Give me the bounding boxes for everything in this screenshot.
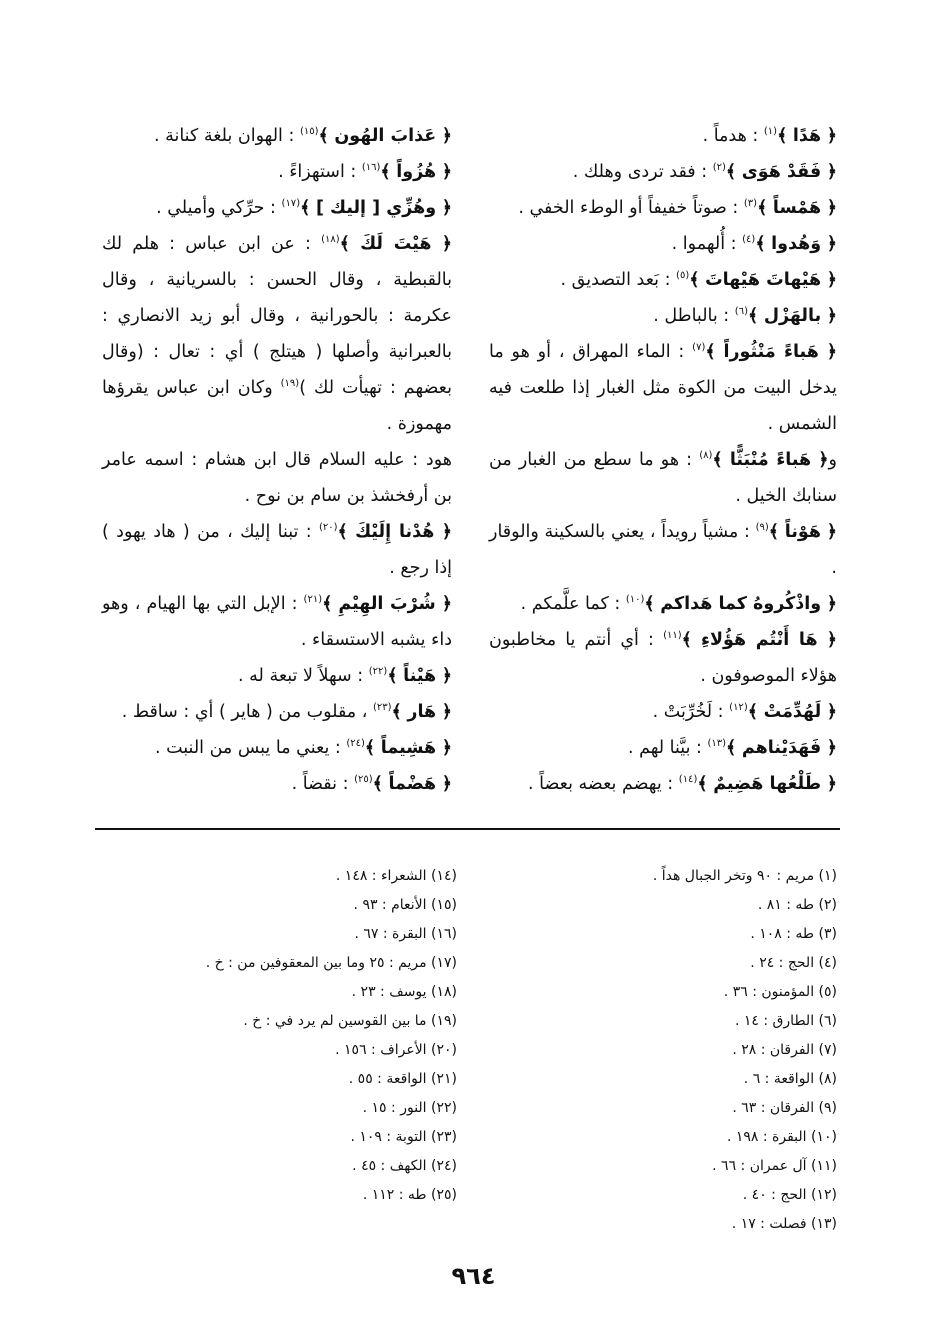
entry-text: وكان ابن عباس يقرؤها مهموزة . [102,378,452,434]
entry-text: : لَخُرِّبَتْ . [652,702,724,722]
footnote: (١٢) الحج : ٤٠ . [742,1187,837,1203]
entry-24: ﴿ هَشِيماً ﴾$^{(٢٤)}$ : يعني ما يبس من النبت . [154,738,452,758]
quran-term: هَباءً مَنْثُوراً [723,342,819,362]
footnotes-right [507,862,837,1239]
note-ref: (٢٣) [372,702,392,714]
entry-16: ﴿ هُزُواً ﴾$^{(١٦)}$ : استهزاءً . [278,162,452,182]
page-number: ٩٦٤ [451,1262,496,1290]
entry-7: ﴿ هَباءً مَنْثُوراً ﴾$^{(٧)}$ : الماء المهراق ، أو هو ما يدخل البيت من الكوة مثل الغبار إذا طلعت فيه الشمس . [489,342,837,434]
footnote: (١٣) فصلت : ١٧ . [731,1216,837,1232]
quran-term: هَدًا [792,126,822,146]
note-ref: (٤) [742,234,756,246]
footnote: (١٠) البقرة : ١٩٨ . [726,1129,837,1145]
note-ref: (٢١) [303,594,323,606]
quran-term: بالهَزْل [763,306,822,326]
entry-text: : كما علَّمكم . [520,594,621,614]
footnote: (١٦) البقرة : ٦٧ . [354,926,457,942]
note-ref: (٢٠) [318,522,338,534]
entry-text: : حرِّكي وأميلي . [156,198,276,218]
entry-20: ﴿ هُدْنا إِلَيْكَ ﴾$^{(٢٠)}$ : تبنا إليك ، من ( هاد يهود ) إذا رجع . [102,522,452,578]
footnote: (١٧) مريم : ٢٥ وما بين المعقوفين من : خ . [205,955,457,971]
footnote: (٢٢) النور : ١٥ . [362,1100,457,1116]
quran-term: هَضْماً [388,774,437,794]
entry-2: ﴿ فَقَدْ هَوَى ﴾$^{(٢)}$ : فقد تردى وهلك . [572,162,837,182]
footnote: (٢٠) الأعراف : ١٥٦ . [335,1042,457,1058]
footnote: (٩) الفرقان : ٦٣ . [732,1100,837,1116]
left-text-column [102,118,452,802]
entry-text: : فقد تردى وهلك . [572,162,708,182]
entry-text: : صوتاً خفيفاً أو الوطء الخفي . [518,198,739,218]
quran-term: هَوْناً [784,522,822,542]
entry-text: هود : عليه السلام قال ابن هشام : اسمه عامر بن أرفخشذ بن سام بن نوح . [102,450,452,506]
right-text-column [489,118,837,802]
entry-text: : عن ابن عباس : هلم لك بالقبطية ، وقال الحسن : بالسريانية ، وقال عكرمة : بالحورانية ، وقال أبو زيد الانصاري : بالعبرانية وأصلها ( هيتلج ) أي : تعال : (وقال بعضهم : تهيأت لك ) [102,234,452,398]
quran-term: طَلْعُها هَضِيمٌ [713,774,822,794]
quran-term: هَا أَنْتُم هَؤُلاءِ [701,630,818,650]
footnote: (١١) آل عمران : ٦٦ . [712,1158,837,1174]
quran-term: هُدْنا إِلَيْكَ [355,522,435,542]
note-ref: (١٠) [625,594,645,606]
note-ref: (١١) [663,630,682,642]
note-ref: (٧) [692,342,706,354]
footnote: (٨) الواقعة : ٦ . [743,1071,837,1087]
entry-text: : بيَّنا لهم . [627,738,702,758]
note-ref: (١٦) [361,162,381,174]
footnote: (٢٤) الكهف : ٤٥ . [352,1158,457,1174]
quran-term: فَهَدَيْناهم [741,738,822,758]
entry-6: ﴿ بالهَزْل ﴾$^{(٦)}$ : بالباطل . [653,306,837,326]
note-ref: (١٢) [729,702,748,714]
note-ref: (١٣) [707,738,727,750]
footnote: (٧) الفرقان : ٢٨ . [732,1042,837,1058]
entry-text: : مشياً رويداً ، يعني بالسكينة والوقار . [489,522,837,578]
note-ref: (٢٢) [368,666,388,678]
entry-25: ﴿ هَضْماً ﴾$^{(٢٥)}$ : نقضاً . [291,774,452,794]
footnote-separator [95,828,840,830]
note-ref: (٣) [743,198,758,210]
note-ref: (١) [763,126,778,138]
entry-23: ﴿ هَار ﴾$^{(٢٣)}$ ، مقلوب من ( هاير ) أي : ساقط . [121,702,452,722]
quran-term: هُزُواً [396,162,437,182]
quran-term: هَيْهاتَ هَيْهاتَ [705,270,822,290]
quran-term: هَيْتَ لَكَ [360,234,432,254]
note-ref: (١٨) [321,234,340,246]
note-ref: (١٥) [299,126,319,138]
entry-18: ﴿ هَيْتَ لَكَ ﴾$^{(١٨)}$ : عن ابن عباس : هلم لك بالقبطية ، وقال الحسن : بالسريانية ، وقال عكرمة : بالحورانية ، وقال أبو زيد الانصاري : بالعبرانية وأصلها ( هيتلج ) أي : تعال : (وقال بعضهم : تهيأت لك )$^{(١٩)}$ وكان ابن عباس يقرؤها مهموزة . [102,234,452,434]
note-ref: (١٩) [280,378,300,390]
footnote: (١٨) يوسف : ٢٣ . [351,984,457,1000]
note-ref: (٢٤) [346,738,365,750]
entry-prefix: و [828,450,837,470]
entry-4: ﴿ وَهُدوا ﴾$^{(٤)}$ : أُلهموا . [671,234,837,254]
footnote: (٣) طه : ١٠٨ . [750,926,837,942]
entry-5: ﴿ هَيْهاتَ هَيْهاتَ ﴾$^{(٥)}$ : بَعد التصديق . [560,270,837,290]
entry-text: : يعني ما يبس من النبت . [154,738,341,758]
note-ref: (٩) [755,522,769,534]
footnote: (٤) الحج : ٢٤ . [750,955,837,971]
entry-text: : يهضم بعضه بعضاً . [528,774,674,794]
footnote: (١٤) الشعراء : ١٤٨ . [335,868,457,884]
quran-term: هَار [407,702,437,722]
entry-text: : استهزاءً . [278,162,357,182]
footnote: (١٩) ما بين القوسين لم يرد في : خ . [243,1013,457,1029]
entry-text: : بالباطل . [653,306,730,326]
entry-21: ﴿ شُرْبَ الهِيْمِ ﴾$^{(٢١)}$ : الإبل التي بها الهيام ، وهو داء يشبه الاستسقاء . [102,594,452,650]
note-ref: (١٤) [678,774,698,786]
note-ref: (٥) [676,270,690,282]
entry-text: : سهلاً لا تبعة له . [238,666,364,686]
entry-12: ﴿ لَهُدِّمَتْ ﴾$^{(١٢)}$ : لَخُرِّبَتْ . [652,702,837,722]
quran-term: شُرْبَ الهِيْمِ [338,594,436,614]
entry-3: ﴿ هَمْساً ﴾$^{(٣)}$ : صوتاً خفيفاً أو الوطء الخفي . [518,198,837,218]
entry-text: : هدماً . [702,126,759,146]
footnote: (٦) الطارق : ١٤ . [734,1013,837,1029]
entry-11: ﴿ هَا أَنْتُم هَؤُلاءِ ﴾$^{(١١)}$ : أي أنتم يا مخاطبون هؤلاء الموصوفون . [489,630,837,686]
entry-text: : هو ما سطع من الغبار من سنابك الخيل . [489,450,837,506]
note-ref: (٢٥) [354,774,373,786]
entry-1: ﴿ هَدًا ﴾$^{(١)}$ : هدماً . [702,126,837,146]
quran-term: وهُزِّي [ إليك ] [315,198,437,218]
footnote: (١٥) الأنعام : ٩٣ . [353,897,457,913]
entry-text: : الماء المهراق ، أو هو ما يدخل البيت من الكوة مثل الغبار إذا طلعت فيه الشمس . [489,342,837,434]
entry-text: ، مقلوب من ( هاير ) أي : ساقط . [121,702,368,722]
entry-22: ﴿ هَيْناً ﴾$^{(٢٢)}$ : سهلاً لا تبعة له . [238,666,452,686]
entry-10: ﴿ واذْكُروهُ كما هَداكم ﴾$^{(١٠)}$ : كما علَّمكم . [520,594,837,614]
note-ref: (٨) [699,450,713,462]
entry-hud [102,442,452,514]
entry-text: : تبنا إليك ، من ( هاد يهود ) إذا رجع . [102,522,452,578]
quran-term: لَهُدِّمَتْ [763,702,822,722]
entry-13: ﴿ فَهَدَيْناهم ﴾$^{(١٣)}$ : بيَّنا لهم . [627,738,837,758]
quran-term: عَذابَ الهُون [334,126,437,146]
footnotes-left [137,862,457,1210]
note-ref: (٦) [734,306,748,318]
footnote: (٢٣) التوبة : ١٠٩ . [350,1129,457,1145]
quran-term: هَشِيماً [380,738,437,758]
quran-term: هَيْناً [403,666,437,686]
note-ref: (١٧) [281,198,301,210]
entry-text: : أي أنتم يا مخاطبون هؤلاء الموصوفون . [489,630,837,686]
quran-term: فَقَدْ هَوَى [741,162,822,182]
entry-9: ﴿ هَوْناً ﴾$^{(٩)}$ : مشياً رويداً ، يعني بالسكينة والوقار . [489,522,837,578]
entry-17: ﴿ وهُزِّي [ إليك ] ﴾$^{(١٧)}$ : حرِّكي وأميلي . [156,198,452,218]
footnote: (٢) طه : ٨١ . [757,897,837,913]
footnote: (٢٥) طه : ١١٢ . [362,1187,457,1203]
entry-15: ﴿ عَذابَ الهُون ﴾$^{(١٥)}$ : الهوان بلغة كنانة . [153,126,452,146]
quran-term: هَمْساً [772,198,822,218]
entry-8: و﴿ هَباءً مُنْبَثًّا ﴾$^{(٨)}$ : هو ما سطع من الغبار من سنابك الخيل . [489,450,837,506]
quran-term: هَباءً مُنْبَثًّا [729,450,812,470]
note-ref: (٢) [712,162,726,174]
entry-text: : بَعد التصديق . [560,270,671,290]
entry-14: ﴿ طَلْعُها هَضِيمٌ ﴾$^{(١٤)}$ : يهضم بعضه بعضاً . [528,774,837,794]
footnote: (٥) المؤمنون : ٣٦ . [723,984,837,1000]
quran-term: واذْكُروهُ كما هَداكم [660,594,822,614]
entry-text: : أُلهموا . [671,234,737,254]
quran-term: وَهُدوا [771,234,822,254]
footnote: (١) مريم : ٩٠ وتخر الجبال هداً . [652,868,837,884]
footnote: (٢١) الواقعة : ٥٥ . [348,1071,457,1087]
entry-text: : الهوان بلغة كنانة . [153,126,295,146]
entry-text: : الإبل التي بها الهيام ، وهو داء يشبه الاستسقاء . [102,594,452,650]
entry-text: : نقضاً . [291,774,349,794]
